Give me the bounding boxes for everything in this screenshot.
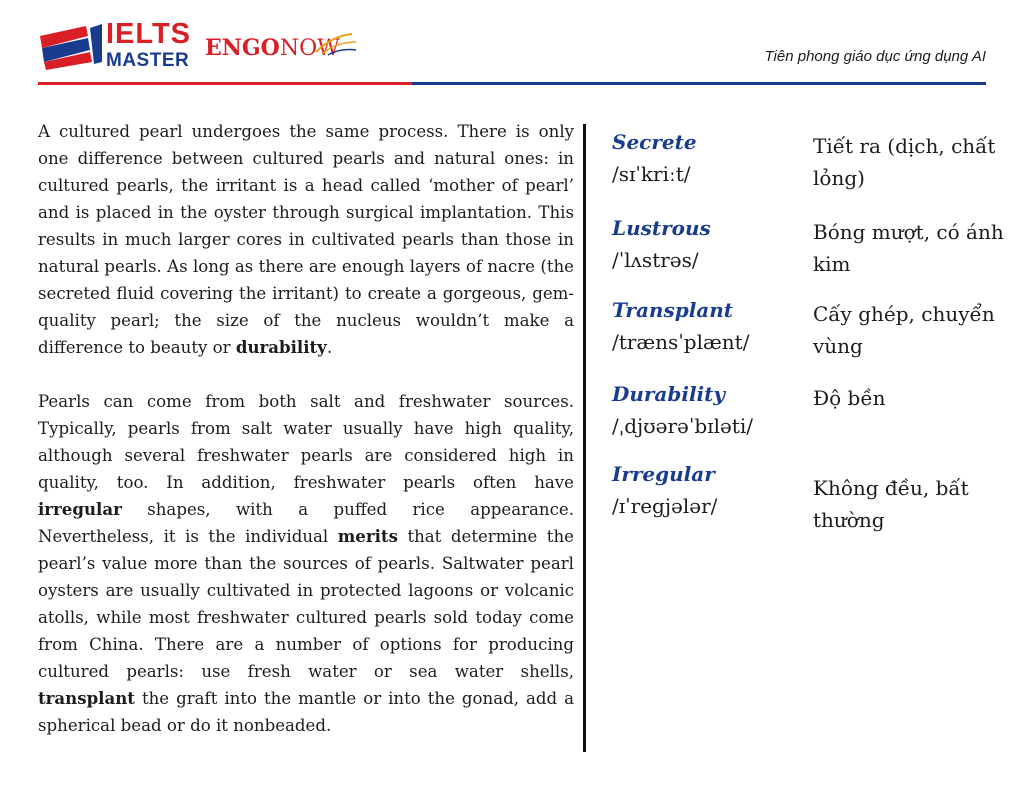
logo-engo-text: ENGO: [205, 35, 280, 61]
p2-text-d: the graft into the mantle or into the gonad, add a spherical bead or do it nonbeaded.: [38, 689, 574, 735]
vocab-meaning: Độ bền: [813, 386, 886, 410]
paragraph-1: [38, 118, 574, 361]
vocab-ipa: /ɪˈregjələr/: [612, 494, 718, 518]
vocab-meaning: Bóng mượt, có ánh kim: [813, 220, 1004, 276]
p2-text-c: that determine the pearl’s value more than the sources of pearls. Saltwater pearl oysters are usually cultivated in protected lagoons or volcanic atolls, while most freshwater cultured pearls sold today come from China. There are a number of options for producing cultured pearls: use fresh water or sea water shells,: [38, 527, 574, 681]
vocab-word: Transplant: [612, 298, 734, 322]
sunrise-rays-icon: [312, 30, 358, 56]
logo-master-text: MASTER: [106, 50, 190, 71]
vocab-ipa: /ˌdjʊərəˈbɪləti/: [612, 414, 753, 438]
logo-ielts-text: IELTS: [106, 18, 192, 50]
vocab-meaning: Không đều, bất thường: [813, 476, 969, 532]
vocab-word: Secrete: [612, 130, 697, 154]
paragraph-2: [38, 388, 574, 739]
tagline: Tiên phong giáo dục ứng dụng AI: [764, 48, 986, 65]
reading-passage: [38, 118, 574, 766]
vocab-meaning: Tiết ra (dịch, chất lỏng): [813, 134, 996, 190]
logo-now-text: NOW: [279, 36, 340, 61]
column-divider: [583, 124, 586, 752]
p2-text-a: Pearls can come from both salt and freshwater sources. Typically, pearls from salt water usually have high quality, although several freshwater pearls are considered high in quality, too. In addition, freshwater pearls often have: [38, 392, 574, 492]
p2-text-b: shapes, with a puffed rice appearance. Nevertheless, it is the individual: [38, 500, 574, 546]
keyword-merits: merits: [337, 526, 398, 546]
p1-end: .: [326, 338, 333, 357]
keyword-durability: durability: [235, 337, 327, 357]
vocab-ipa: /sɪˈkriːt/: [612, 162, 691, 186]
page-header: [0, 0, 1024, 90]
vocab-ipa: /ˈlʌstrəs/: [612, 248, 699, 272]
vocab-word: Lustrous: [612, 216, 711, 240]
keyword-irregular: irregular: [38, 499, 122, 519]
ielts-master-logo-icon: [38, 22, 104, 70]
vocab-meaning: Cấy ghép, chuyển vùng: [813, 302, 995, 358]
vocab-word: Irregular: [612, 462, 715, 486]
vocab-ipa: /trænsˈplænt/: [612, 330, 750, 354]
p1-text: A cultured pearl undergoes the same process. There is only one difference between cultured pearls and natural ones: in cultured pearls, the irritant is a head called ‘mother of pearl’ and is placed in the oyster through surgical implantation. This results in much larger cores in cultivated pearls than those in natural pearls. As long as there are enough layers of nacre (the secreted fluid covering the irritant) to create a gorgeous, gem-quality pearl; the size of the nucleus wouldn’t make a difference to beauty or: [38, 122, 574, 357]
keyword-transplant: transplant: [38, 688, 135, 708]
header-rule-blue: [412, 82, 986, 85]
vocab-word: Durability: [612, 382, 726, 406]
header-rule-red: [38, 82, 412, 85]
